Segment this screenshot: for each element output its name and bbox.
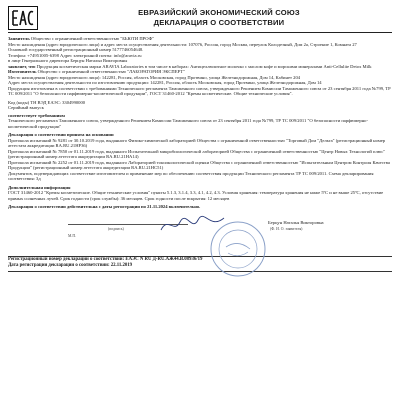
manufacturer-production-address: Адрес места осуществления деятельности по изготовлению продукции: 142281, Россия, область Московская, город Протвино, улица Железнодорожная, Дом 14	[8, 80, 322, 85]
compliance-text: Технического регламента Таможенного союза, утвержденного Решением Комиссии Таможенного союза от 23 сентября 2011 года №799, ТР ТС 009/2011 "О безопасности парфюмерно-косметической продукции"	[8, 118, 368, 129]
document-header	[8, 4, 392, 33]
union-title: ЕВРАЗИЙСКИЙ ЭКОНОМИЧЕСКИЙ СОЮЗ	[138, 8, 300, 17]
manufacturer-tr-text: Продукция изготовлена в соответствии с требованиями Технического регламента Таможенного союза, утвержденного Решением Комиссии Таможенного союза от 23 сентября 2011 года №799, ТР ТС 009/2011 "О безопасности парфюмерно-косметической продукции", ГОСТ 31460-2012 "Кремы косметические. Общие технические условия".	[8, 85, 391, 96]
validity-text: Декларация о соответствии действительна с даты регистрации по 21.11.2024 включительно.	[8, 204, 201, 209]
basis-protocol-2: Протокола испытаний № 7850 от 01.11.2019 года, выданного Испытательной микробиологической лабораторией Общества с ограниченной ответственностью "Центр Новых Технологий плюс" (регистрационный номер аттестата аккредитации RA.RU.21НА14)	[8, 148, 386, 159]
tnved-value: 3304990000	[62, 99, 86, 105]
handwritten-signature	[158, 214, 228, 236]
basis-documents: Документов, подтверждающих соответствие изготовителем и применение мер по обеспечению соответствия продукции Технического регламента ТР ТС 009/2011. Схема декларирования соответствия: 3д	[8, 170, 374, 181]
signature-block	[8, 214, 392, 254]
stamp-caption: М.П.	[68, 233, 77, 238]
name-caption: (Ф. И. О. заявителя)	[270, 226, 303, 231]
declares-label: заявляет, что	[8, 63, 36, 69]
signer-name: Берцун Наталья Викторовна	[268, 219, 324, 225]
registration-date	[8, 263, 392, 269]
basis-label: Декларация о соответствии принята на основании	[8, 132, 114, 137]
applicant-address: Место нахождения (адрес юридического лица) и адрес места осуществления деятельности: 107076, Россия, город Москва, переулок Колодезный, Дом 2а, Строение 1, Комната 27	[8, 41, 357, 47]
declaration-document	[8, 4, 392, 396]
serial-release: Серийный выпуск	[8, 105, 44, 110]
compliance-label: соответствует требованиям	[8, 112, 65, 118]
applicant-name: Общество с ограниченной ответственностью "БЬЮТИ ПРОФ"	[30, 36, 155, 41]
applicant-signatory: в лице Генерального директора Берцун Натальи Викторовны	[8, 58, 128, 63]
applicant-label: Заявитель	[8, 36, 30, 41]
basis-protocol-1: Протокола испытаний № 9281 от 30.10.2019 года, выданного Физико-химической лабораторией Общества с ограниченной ответственностью "Торговый Дом "Дельта" (регистрационный номер аттестата аккредитации RA.RU.21НР36)	[8, 137, 386, 148]
manufacturer-address: Место нахождения (адрес юридического лица): 142281, Россия, область Московская, город Протвино, улица Железнодорожная, Дом 14, Кабинет 204	[8, 74, 301, 80]
document-body	[8, 36, 392, 272]
applicant-contacts: Телефон: +74951005-6398 Адрес электронной почты: info@aravia.ru	[8, 52, 142, 58]
declaration-title: ДЕКЛАРАЦИЯ О СООТВЕТСТВИИ	[153, 18, 285, 27]
header-titles	[46, 8, 392, 28]
manufacturer-name: Общество с ограниченной ответственностью "ЛАБОРАТОРИЯ ЭКСПЕРТ"	[37, 69, 185, 74]
tnved-label: Код (коды) ТН ВЭД ЕАЭС:	[8, 99, 61, 105]
registration-block	[8, 256, 392, 272]
additional-label: Дополнительная информация	[8, 184, 71, 190]
registration-date-value: 22.11.2019	[110, 262, 133, 268]
manufacturer-label: Изготовитель	[8, 69, 37, 74]
applicant-ogrn: Основной государственный регистрационный номер 5177746054648.	[8, 47, 144, 52]
additional-text: ГОСТ 31460-2012 "Кремы косметические. Общие технические условия" пункты 5.1.3, 3.1.4, 3.3, 4.1, 4.2, 4.3. Условия хранения: температура хранения не ниже 5ºС и не выше 25ºС, отсутствие прямых солнечных лучей. Срок годности (срок службы): 36 месяцев. Срок годности после вскрытия: 12 месяцев	[8, 190, 384, 201]
eac-logo	[8, 6, 38, 30]
registration-number-value: ЕАЭС N RU Д-RU.АЖ44.В.08936/19	[125, 256, 203, 262]
registration-number-label: Регистрационный номер декларации о соответствии:	[8, 256, 125, 262]
basis-protocol-3: Протокола испытаний № 2252 от 01.11.2019 года, выданного Лабораторией токсикологической оценки Общества с ограниченной ответственностью "Испытательным Центром Контроля Качества Продукции" (регистрационный номер аттестата аккредитации RA.RU.21НС51)	[8, 159, 390, 170]
registration-date-label: Дата регистрации декларации о соответствии:	[8, 262, 110, 268]
registration-bottom-divider	[8, 271, 392, 272]
declares-product: Продукция косметическая марки ARAVIA Laboratories в том числе в наборах: Антицеллюлитное молочко с маслом кофе и морскими минералами Anti-Cellulite Detox Milk	[36, 63, 372, 69]
signature-caption: (подпись)	[108, 226, 124, 231]
